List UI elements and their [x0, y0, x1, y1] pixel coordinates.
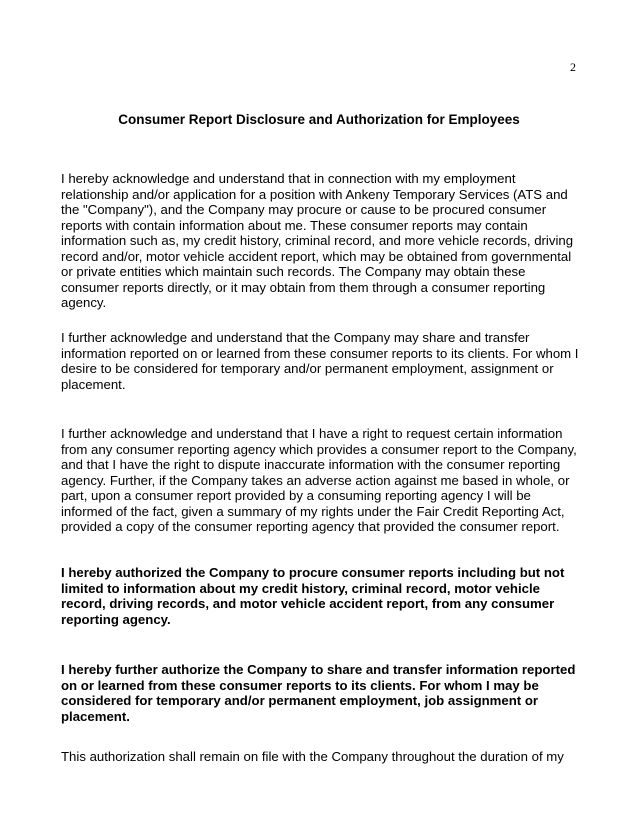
paragraph-share-authorization: I hereby further authorize the Company to share and transfer information reported on or learned from these consumer reports to its clients. For whom I may be considered for temporary and/or permanent employment, job assignment or placement. — [61, 662, 576, 724]
paragraph-rights-acknowledgement: I further acknowledge and understand that I have a right to request certain information from any consumer reporting agency which provides a consumer report to the Company, and that I have the right to dispute inaccurate information with the consumer reporting agency. Further, if the Company takes an adverse action against me based in whole, or part, upon a consumer report provided by a consuming reporting agency I will be informed of the fact, given a summary of my rights under the Fair Credit Reporting Act, provided a copy of the consumer reporting agency that provided the consumer report. — [61, 426, 577, 534]
page-number: 2 — [570, 60, 576, 74]
paragraph-duration: This authorization shall remain on file with the Company throughout the duration of my — [61, 749, 564, 764]
paragraph-acknowledgement: I hereby acknowledge and understand that in connection with my employment relationship and/or application for a position with Ankeny Temporary Services (ATS and the "Company"), and the Company may procure or cause to be procured consumer reports with contain information about me. These consumer reports may contain information such as, my credit history, criminal record, and more vehicle records, driving record and/or, motor vehicle accident report, which may be obtained from governmental or private entities which maintain such records. The Company may obtain these consumer reports directly, or it may obtain from them through a consumer reporting agency. — [61, 171, 574, 310]
paragraph-sharing-acknowledgement: I further acknowledge and understand that the Company may share and transfer information reported on or learned from these consumer reports to its clients. For whom I desire to be considered for temporary and/or permanent employment, assignment or placement. — [61, 330, 579, 392]
paragraph-procure-authorization: I hereby authorized the Company to procure consumer reports including but not limited to information about my credit history, criminal record, motor vehicle record, driving records, and motor vehicle accident report, from any consumer reporting agency. — [61, 565, 565, 627]
document-title: Consumer Report Disclosure and Authorization for Employees — [118, 112, 520, 127]
